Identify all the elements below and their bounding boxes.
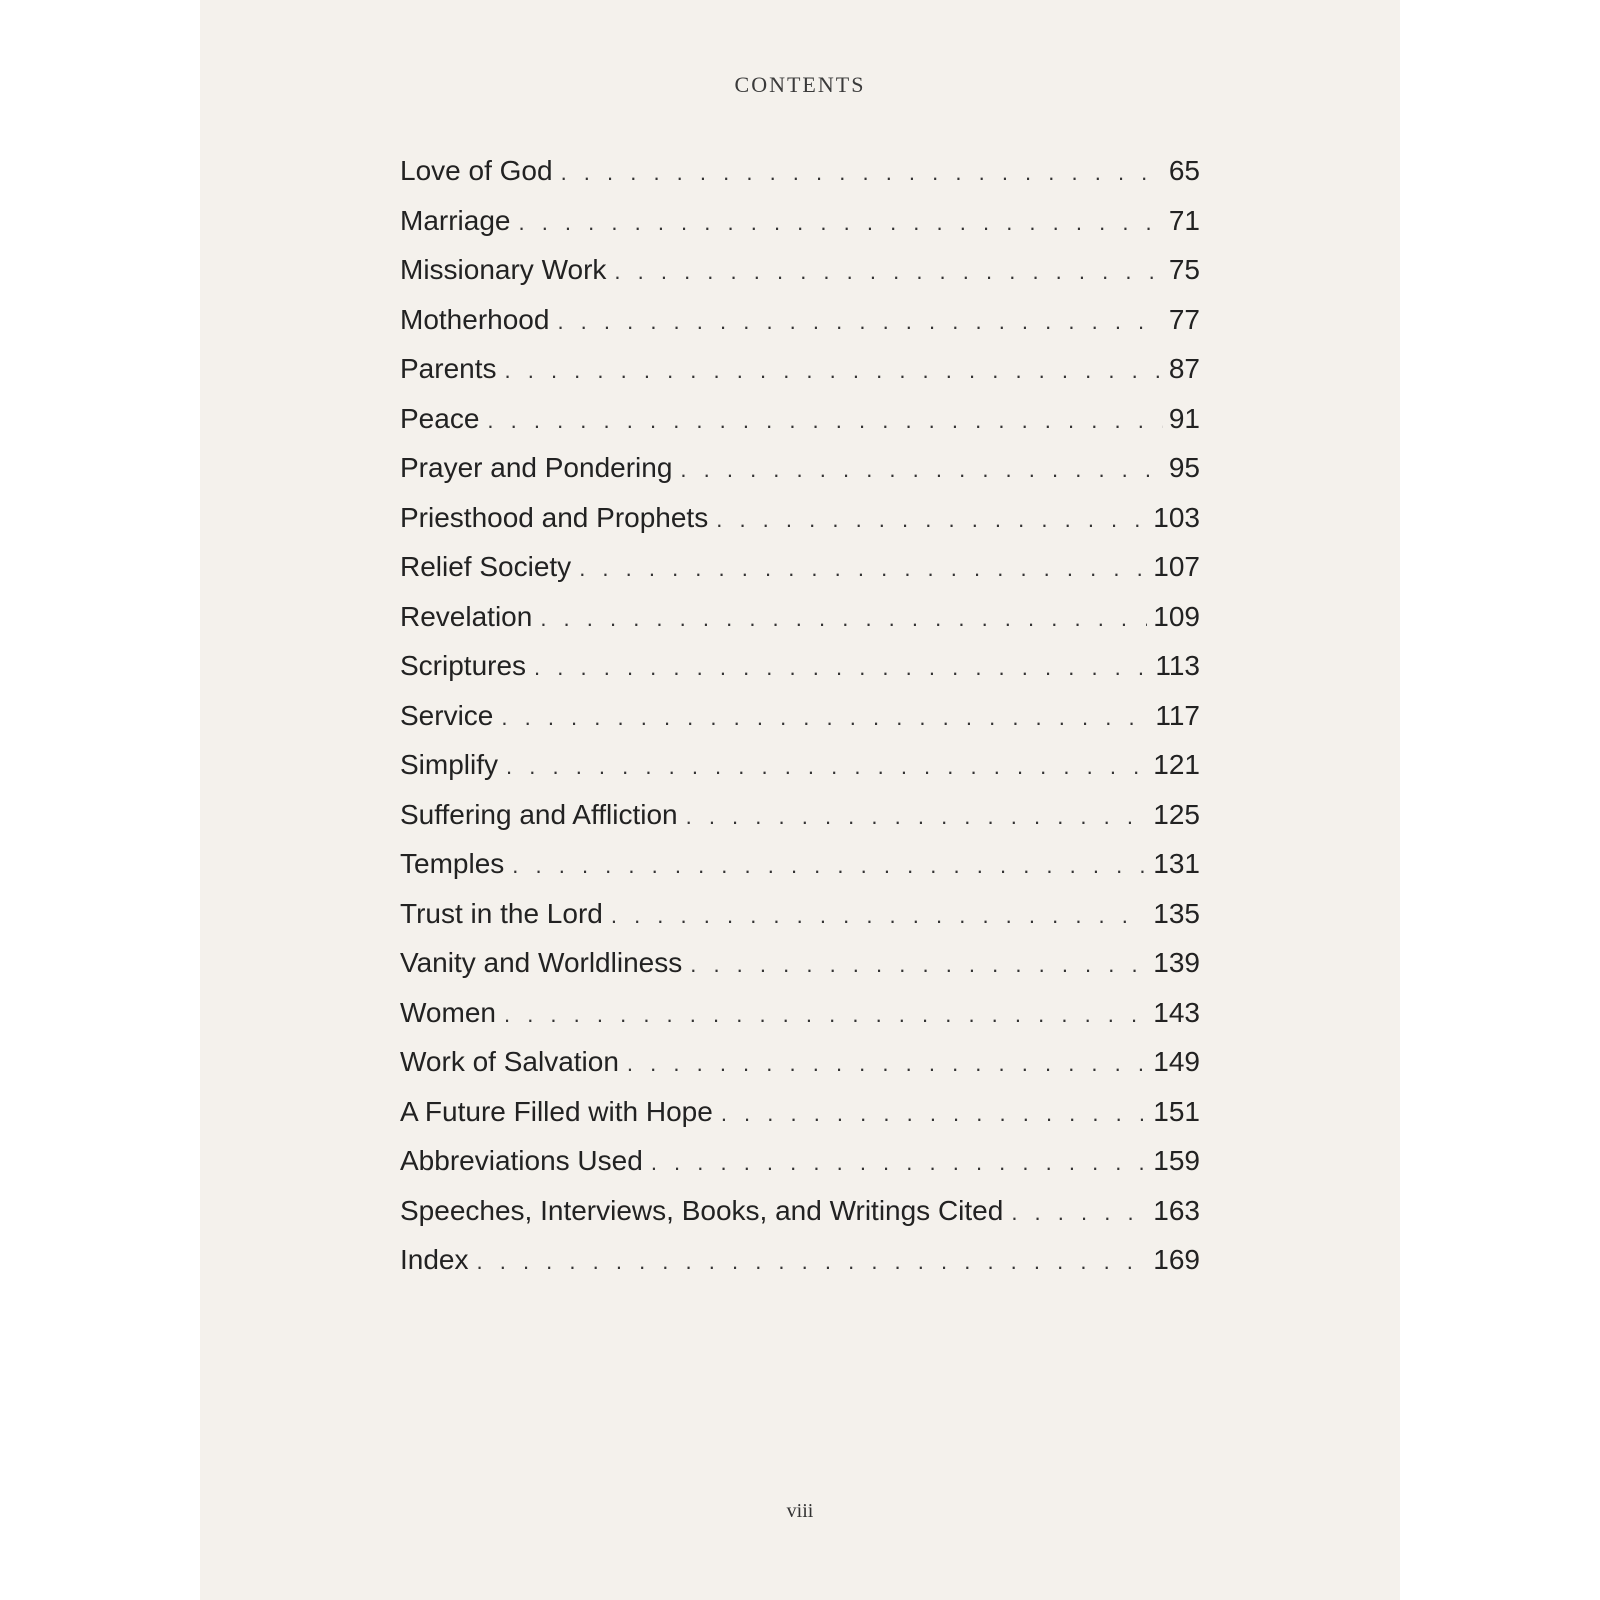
toc-entry-title: Revelation [400, 600, 533, 632]
toc-entry-page-number: 151 [1153, 1095, 1200, 1127]
toc-entry-title: Love of God [400, 155, 553, 186]
dot-leader [579, 556, 1147, 582]
toc-entry-title: Work of Salvation [400, 1046, 619, 1077]
toc-entry-title: Scriptures [400, 650, 527, 681]
toc-entry [400, 650, 1200, 700]
toc-entry-page-number: 87 [1168, 353, 1200, 384]
dot-leader [557, 309, 1162, 335]
toc-entry-title: Speeches, Interviews, Books, and Writings Cited [400, 1194, 1004, 1226]
toc-entry [400, 1244, 1200, 1294]
toc-entry-title: Suffering and Affliction [400, 798, 678, 830]
dot-leader [506, 754, 1147, 780]
toc-entry [400, 947, 1200, 997]
page-number-footer: viii [786, 1500, 814, 1522]
toc-entry [400, 601, 1200, 651]
toc-entry [400, 155, 1200, 205]
dot-leader [518, 210, 1162, 236]
toc-entry [400, 452, 1200, 502]
toc-entry-title: Relief Society [400, 551, 572, 582]
toc-entry-title: Simplify [400, 749, 499, 780]
toc-entry [400, 799, 1200, 849]
dot-leader [690, 952, 1147, 978]
dot-leader [487, 408, 1162, 434]
toc-entry [400, 1145, 1200, 1195]
dot-leader [477, 1249, 1148, 1275]
toc-entry-page-number: 125 [1153, 798, 1200, 830]
toc-entry-title: Vanity and Worldliness [400, 947, 683, 978]
dot-leader [561, 160, 1163, 186]
toc-entry-title: Women [400, 996, 496, 1028]
toc-entry [400, 403, 1200, 453]
dot-leader [680, 457, 1162, 483]
toc-entry [400, 1195, 1200, 1245]
toc-entry-title: Priesthood and Prophets [400, 501, 709, 533]
toc-entry-title: Marriage [400, 204, 511, 236]
dot-leader [505, 358, 1163, 384]
toc-entry-page-number: 143 [1153, 996, 1200, 1028]
toc-entry-page-number: 75 [1168, 254, 1200, 285]
toc-entry [400, 1046, 1200, 1096]
toc-entry-page-number: 149 [1153, 1046, 1200, 1077]
toc-entry-title: Motherhood [400, 303, 550, 335]
toc-entry-page-number: 107 [1153, 551, 1200, 582]
toc-entry-title: Trust in the Lord [400, 897, 603, 929]
toc-entry-title: A Future Filled with Hope [400, 1095, 713, 1127]
toc-entry-page-number: 159 [1153, 1145, 1200, 1176]
toc-entry [400, 898, 1200, 948]
dot-leader [540, 606, 1147, 632]
toc-entry [400, 205, 1200, 255]
toc-entry-page-number: 103 [1153, 501, 1200, 533]
toc-entry-title: Missionary Work [400, 254, 607, 285]
toc-entry-page-number: 131 [1153, 848, 1200, 879]
toc-entry [400, 749, 1200, 799]
dot-leader [614, 259, 1162, 285]
toc-entry-page-number: 71 [1168, 204, 1200, 236]
table-of-contents [400, 155, 1200, 1294]
toc-entry [400, 1096, 1200, 1146]
toc-entry-page-number: 117 [1155, 699, 1200, 731]
toc-entry-page-number: 65 [1168, 155, 1200, 186]
toc-entry-page-number: 169 [1153, 1244, 1200, 1275]
toc-entry-title: Temples [400, 848, 505, 879]
toc-entry [400, 848, 1200, 898]
dot-leader [501, 705, 1149, 731]
toc-entry [400, 502, 1200, 552]
dot-leader [721, 1101, 1147, 1127]
dot-leader [651, 1150, 1147, 1176]
toc-entry-page-number: 121 [1153, 749, 1200, 780]
toc-entry-page-number: 77 [1168, 303, 1200, 335]
toc-entry [400, 997, 1200, 1047]
toc-entry-title: Abbreviations Used [400, 1145, 643, 1176]
toc-entry-page-number: 95 [1168, 452, 1200, 483]
toc-entry-page-number: 139 [1153, 947, 1200, 978]
toc-entry-page-number: 135 [1153, 897, 1200, 929]
toc-entry [400, 304, 1200, 354]
toc-entry-title: Peace [400, 402, 480, 434]
toc-entry [400, 353, 1200, 403]
toc-entry [400, 551, 1200, 601]
book-page [200, 0, 1400, 1600]
toc-entry-title: Index [400, 1244, 469, 1275]
dot-leader [627, 1051, 1147, 1077]
dot-leader [504, 1002, 1147, 1028]
dot-leader [686, 804, 1148, 830]
toc-entry-title: Service [400, 699, 494, 731]
toc-entry [400, 254, 1200, 304]
toc-entry-page-number: 163 [1153, 1194, 1200, 1226]
toc-entry-page-number: 113 [1155, 650, 1200, 681]
dot-leader [1011, 1200, 1147, 1226]
dot-leader [534, 655, 1149, 681]
toc-entry-page-number: 91 [1168, 402, 1200, 434]
toc-entry-page-number: 109 [1153, 600, 1200, 632]
dot-leader [716, 507, 1147, 533]
toc-entry-title: Prayer and Pondering [400, 452, 673, 483]
toc-entry-title: Parents [400, 353, 497, 384]
contents-heading: CONTENTS [734, 72, 866, 97]
dot-leader [611, 903, 1147, 929]
toc-entry [400, 700, 1200, 750]
dot-leader [512, 853, 1147, 879]
